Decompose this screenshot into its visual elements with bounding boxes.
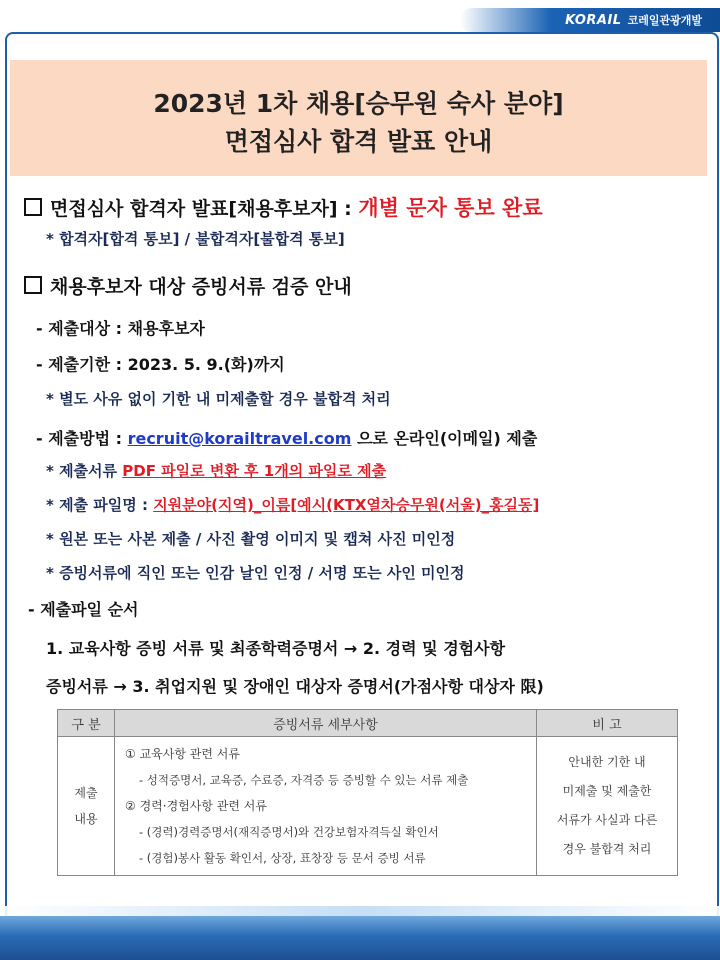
recruit-email-link[interactable]: recruit@korailtravel.com (127, 429, 352, 448)
section1-heading (24, 192, 543, 222)
docs-prefix: * 제출서류 (46, 462, 123, 480)
remark-line-4: 경우 불합격 처리 (562, 842, 652, 856)
document-requirements-table (57, 709, 678, 876)
table-row-remarks (537, 737, 678, 876)
checkbox-square-icon (24, 198, 42, 216)
remark-line-3: 서류가 사실과 다른 (556, 813, 658, 827)
top-header-band (0, 0, 720, 36)
korail-logo (565, 10, 702, 30)
order-line1: 1. 교육사항 증빙 서류 및 최종학력증명서 → 2. 경력 및 경험사항 (46, 639, 506, 658)
bottom-band-decoration (0, 916, 720, 960)
table-row-label (58, 737, 115, 876)
filename-prefix: * 제출 파일명 : (46, 496, 154, 514)
label-line2: 내용 (74, 812, 98, 826)
remark-line-1: 안내한 기한 내 (568, 755, 646, 769)
section2-heading (24, 272, 352, 299)
submit-deadline: - 제출기한 : 2023. 5. 9.(화)까지 (36, 355, 285, 374)
submit-filename (46, 494, 539, 515)
table-header-remarks: 비 고 (537, 710, 678, 737)
original-note: * 원본 또는 사본 제출 / 사진 촬영 이미지 및 캡쳐 사진 미인정 (46, 530, 456, 548)
checkbox-square-icon (24, 276, 42, 294)
order-heading: - 제출파일 순서 (28, 600, 139, 619)
detail-item-3: ② 경력·경험사항 관련 서류 (125, 799, 267, 813)
submit-method (36, 426, 537, 449)
detail-item-4: - (경력)경력증명서(재직증명서)와 건강보험자격득실 확인서 (139, 825, 439, 839)
method-suffix: 으로 온라인(이메일) 제출 (351, 429, 538, 448)
section1-note: * 합격자[합격 통보] / 불합격자[불합격 통보] (46, 230, 345, 248)
seal-note: * 증빙서류에 직인 또는 인감 날인 인정 / 서명 또는 사인 미인정 (46, 564, 465, 582)
deadline-note: * 별도 사유 없이 기한 내 미제출할 경우 불합격 처리 (46, 390, 391, 408)
section1-heading-text: 면접심사 합격자 발표[채용후보자] : (50, 198, 359, 220)
page-title-line2: 면접심사 합격 발표 안내 (224, 127, 493, 156)
table-header-category: 구 분 (58, 710, 115, 737)
detail-item-2: - 성적증명서, 교육증, 수료증, 자격증 등 증빙할 수 있는 서류 제출 (139, 773, 469, 787)
detail-item-1: ① 교육사항 관련 서류 (125, 747, 240, 761)
label-line1: 제출 (74, 786, 98, 800)
page-title-line1: 2023년 1차 채용[승무원 숙사 분야] (153, 89, 564, 118)
table-header-details: 증빙서류 세부사항 (115, 710, 537, 737)
table-header-row (58, 710, 678, 737)
title-box (10, 60, 707, 176)
submit-target: - 제출대상 : 채용후보자 (36, 319, 205, 338)
logo-brand: KORAIL (565, 12, 622, 28)
detail-item-5: - (경험)봉사 활동 확인서, 상장, 표창장 등 문서 증빙 서류 (139, 851, 426, 865)
table-row-details (115, 737, 537, 876)
section1-heading-highlight: 개별 문자 통보 완료 (358, 196, 543, 220)
logo-korean: 코레일관광개발 (627, 14, 702, 27)
method-prefix: - 제출방법 : (36, 429, 128, 448)
table-row (58, 737, 678, 876)
order-line2: 증빙서류 → 3. 취업지원 및 장애인 대상자 증명서(가점사항 대상자 限) (46, 677, 544, 696)
remark-line-2: 미제출 및 제출한 (562, 784, 652, 798)
docs-highlight: PDF 파일로 변환 후 1개의 파일로 제출 (122, 462, 387, 480)
submit-docs (46, 460, 386, 481)
filename-highlight: 지원분야(지역)_이름[예시(KTX열차승무원(서울)_홍길동] (153, 496, 540, 514)
section2-heading-text: 채용후보자 대상 증빙서류 검증 안내 (50, 276, 352, 298)
